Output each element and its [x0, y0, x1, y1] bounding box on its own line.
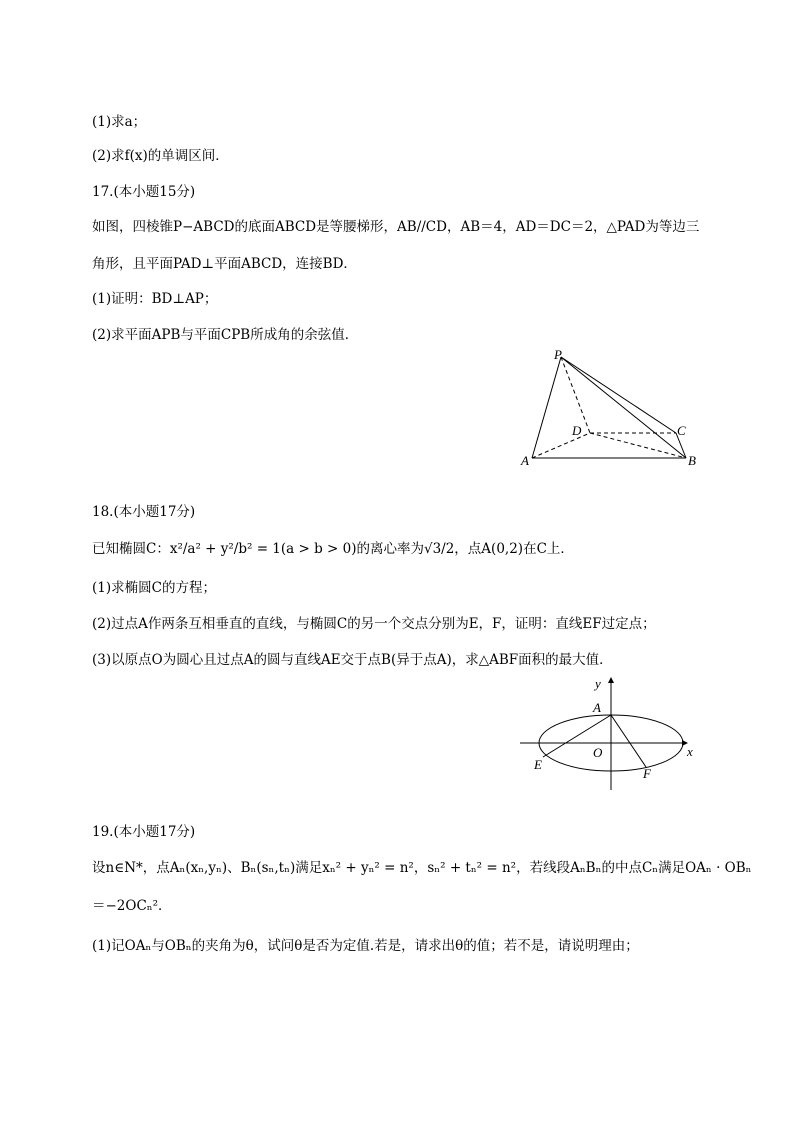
label-D: D — [572, 423, 582, 438]
q17-stem-line1: 如图，四棱锥P−ABCD的底面ABCD是等腰梯形，AB//CD，AB＝4，AD＝DC＝2，△PAD为等边三 — [92, 219, 700, 235]
label-y: y — [595, 676, 601, 691]
q18-part3: (3)以原点O为圆心且过点A的圆与直线AE交于点B(异于点A)，求△ABF面积的最大值． — [92, 652, 613, 668]
q19-stem-line2: ＝−2OCₙ²． — [92, 898, 172, 914]
q18-header: 18.(本小题17分) — [92, 504, 196, 520]
label-B: B — [688, 453, 696, 468]
q19-header: 19.(本小题17分) — [92, 824, 196, 840]
edge-PB — [561, 357, 686, 458]
q17-part2: (2)求平面APB与平面CPB所成角的余弦值． — [92, 327, 359, 343]
q18-stem: 已知椭圆C：x²/a² + y²/b² = 1(a > b > 0)的离心率为√3/2，点A(0,2)在C上． — [92, 541, 574, 557]
edge-DB — [590, 433, 686, 458]
q19-part1: (1)记OAₙ与OBₙ的夹角为θ，试问θ是否为定值.若是，请求出θ的值；若不是，请说明理由； — [92, 938, 639, 954]
q17-stem-line2: 角形，且平面PAD⊥平面ABCD，连接BD． — [92, 256, 357, 272]
q16-part2: (2)求f(x)的单调区间． — [92, 148, 229, 164]
q17-part1: (1)证明：BD⊥AP； — [92, 291, 218, 307]
label-A: A — [521, 453, 529, 468]
pyramid-figure — [510, 345, 710, 475]
label-E: E — [534, 757, 542, 772]
label-x: x — [687, 744, 693, 759]
q16-part1: (1)求a； — [92, 114, 147, 130]
label-C: C — [677, 423, 686, 438]
edge-PA — [532, 357, 561, 458]
edge-PC — [561, 357, 676, 433]
label-A: A — [593, 700, 601, 715]
q17-header: 17.(本小题15分) — [92, 184, 196, 200]
ellipse-figure — [515, 672, 705, 792]
q18-part1: (1)求椭圆C的方程； — [92, 580, 216, 596]
label-F: F — [643, 766, 651, 781]
line-AF — [611, 715, 646, 767]
label-O: O — [593, 745, 603, 760]
label-P: P — [554, 347, 562, 362]
q19-stem-line1: 设n∈N*，点Aₙ(xₙ,yₙ)、Bₙ(sₙ,tₙ)满足xₙ² + yₙ² = n²，sₙ² + tₙ² = n²，若线段AₙBₙ的中点Cₙ满足OAₙ · OBₙ — [92, 860, 752, 876]
q18-part2: (2)过点A作两条互相垂直的直线，与椭圆C的另一个交点分别为E，F，证明：直线EF过定点； — [92, 616, 656, 632]
